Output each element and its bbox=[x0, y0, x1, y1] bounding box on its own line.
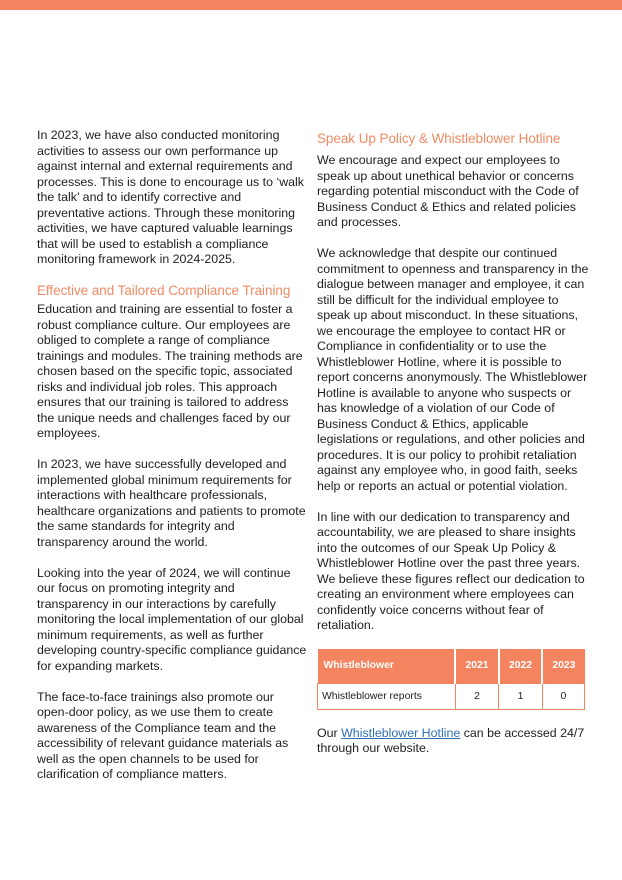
requirements-paragraph: In 2023, we have successfully developed and implemented global minimum requirements for interactions with healthcare professionals, healthcare organizations and patients to promote the same standards for integrity and transparency around the world. bbox=[37, 457, 306, 549]
hotline-paragraph bbox=[317, 726, 589, 757]
training-heading: Effective and Tailored Compliance Training bbox=[37, 283, 291, 298]
acknowledge-paragraph: We acknowledge that despite our continued commitment to openness and transparency in the dialogue between manager and employee, it can still be difficult for the individual employee to speak up about misconduct. In these situations, we encourage the employee to contact HR or Compliance in confidentiality or to use the Whistleblower Hotline, where it is possible to report concerns anonymously. The Whistleblower Hotline is available to anyone who suspects or has knowledge of a violation of our Code of Business Conduct & Ethics, applicable legislations or regulations, and other policies and procedures. It is our policy to prohibit retaliation against any employee who, in good faith, seeks help or reports an actual or potential violation. bbox=[317, 246, 589, 493]
encourage-paragraph: We encourage and expect our employees to speak up about unethical behavior or concerns regarding potential misconduct with the Code of Business Conduct & Ethics and related policies and processes. bbox=[317, 153, 579, 229]
whistleblower-table bbox=[317, 649, 585, 710]
value-2021: 2 bbox=[455, 683, 499, 709]
header-2021: 2021 bbox=[455, 649, 499, 683]
value-2023: 0 bbox=[542, 683, 584, 709]
whistleblower-hotline-link[interactable]: Whistleblower Hotline bbox=[341, 725, 461, 740]
table-header-row bbox=[318, 649, 585, 683]
header-2022: 2022 bbox=[499, 649, 543, 683]
top-accent-bar bbox=[0, 0, 622, 10]
transparency-paragraph: In line with our dedication to transparency and accountability, we are pleased to share insights into the outcomes of our Speak Up Policy & Whistleblower Hotline over the past three years. We believe these figures reflect our dedication to creating an environment where employees can confidently voice concerns without fear of retaliation. bbox=[317, 509, 585, 632]
face-to-face-paragraph: The face-to-face trainings also promote our open-door policy, as we use them to create awareness of the Compliance team and the accessibility of relevant guidance materials as well as the open channels to be used for clarification of compliance matters. bbox=[37, 689, 289, 781]
monitoring-paragraph: In 2023, we have also conducted monitoring activities to assess our own performance up against internal and external requirements and processes. This is done to encourage us to ‘walk the talk’ and to identify corrective and preventative actions. Through these monitoring activities, we have captured valuable learnings that will be used to establish a compliance monitoring framework in 2024-2025. bbox=[37, 128, 305, 266]
left-column bbox=[37, 128, 307, 798]
speak-up-heading: Speak Up Policy & Whistleblower Hotline bbox=[317, 131, 561, 146]
table-row bbox=[318, 683, 585, 709]
training-paragraph: Education and training are essential to foster a robust compliance culture. Our employees are obliged to complete a range of compliance trainings and modules. The training methods are chosen based on the specific topic, associated risks and individual job roles. This approach ensures that our training is tailored to address the unique needs and challenges faced by our employees. bbox=[37, 302, 303, 440]
outlook-paragraph: Looking into the year of 2024, we will continue our focus on promoting integrity and transparency in our interactions by carefully monitoring the local implementation of our global minimum requirements, as well as further developing country-specific compliance guidance for expanding markets. bbox=[37, 565, 307, 673]
header-2023: 2023 bbox=[542, 649, 584, 683]
header-whistleblower: Whistleblower bbox=[318, 649, 456, 683]
right-column bbox=[317, 128, 589, 772]
row-label: Whistleblower reports bbox=[318, 683, 456, 709]
hotline-text-after: can be accessed 24/7 through our website. bbox=[317, 725, 585, 755]
value-2022: 1 bbox=[499, 683, 543, 709]
hotline-text-before: Our bbox=[317, 725, 342, 740]
